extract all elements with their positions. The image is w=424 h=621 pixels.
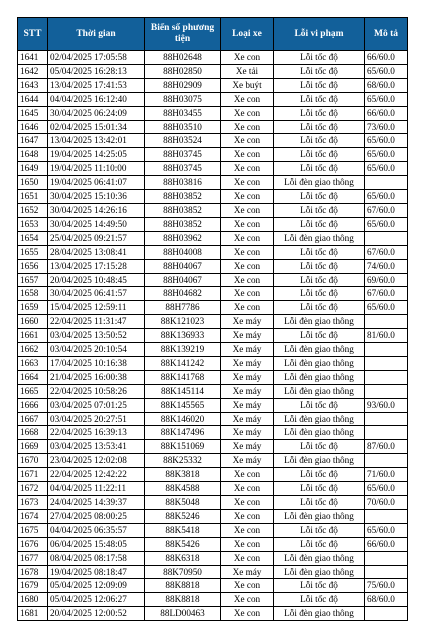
cell-stt: 1676 xyxy=(18,537,48,551)
cell-time: 27/04/2025 08:00:25 xyxy=(48,509,145,523)
cell-description: 75/60.0 xyxy=(365,579,408,593)
cell-plate: 88K145565 xyxy=(145,398,221,412)
cell-description: 66/60.0 xyxy=(365,106,408,120)
cell-vehicle-type: Xe máy xyxy=(221,343,274,357)
table-row xyxy=(18,496,408,510)
cell-violation: Lỗi đèn giao thông xyxy=(274,315,365,329)
cell-stt: 1656 xyxy=(18,259,48,273)
cell-time: 22/04/2025 10:58:26 xyxy=(48,384,145,398)
cell-stt: 1661 xyxy=(18,329,48,343)
cell-plate: 88H02909 xyxy=(145,78,221,92)
cell-plate: 88K139219 xyxy=(145,343,221,357)
cell-plate: 88K70950 xyxy=(145,565,221,579)
cell-stt: 1644 xyxy=(18,92,48,106)
cell-violation: Lỗi tốc độ xyxy=(274,537,365,551)
table-row xyxy=(18,106,408,120)
table-row xyxy=(18,579,408,593)
cell-violation: Lỗi đèn giao thông xyxy=(274,551,365,565)
cell-plate: 88K5426 xyxy=(145,537,221,551)
cell-time: 19/04/2025 08:18:47 xyxy=(48,565,145,579)
cell-stt: 1655 xyxy=(18,245,48,259)
table-row xyxy=(18,356,408,370)
cell-stt: 1651 xyxy=(18,190,48,204)
cell-description: 66/60.0 xyxy=(365,51,408,65)
cell-violation: Lỗi tốc độ xyxy=(274,496,365,510)
cell-violation: Lỗi tốc độ xyxy=(274,120,365,134)
cell-vehicle-type: Xe máy xyxy=(221,384,274,398)
cell-vehicle-type: Xe con xyxy=(221,259,274,273)
violation-table-page xyxy=(17,17,407,621)
cell-time: 30/04/2025 06:41:57 xyxy=(48,287,145,301)
cell-violation: Lỗi tốc độ xyxy=(274,245,365,259)
header-time: Thời gian xyxy=(48,18,145,51)
table-row xyxy=(18,162,408,176)
table-row xyxy=(18,607,408,621)
cell-vehicle-type: Xe con xyxy=(221,134,274,148)
cell-description xyxy=(365,231,408,245)
cell-plate: 88H04682 xyxy=(145,287,221,301)
cell-stt: 1650 xyxy=(18,176,48,190)
cell-description: 70/60.0 xyxy=(365,496,408,510)
cell-time: 30/04/2025 14:26:16 xyxy=(48,203,145,217)
cell-vehicle-type: Xe buýt xyxy=(221,78,274,92)
cell-vehicle-type: Xe con xyxy=(221,120,274,134)
table-row xyxy=(18,78,408,92)
cell-plate: 88K145114 xyxy=(145,384,221,398)
cell-plate: 88H7786 xyxy=(145,301,221,315)
cell-time: 15/04/2025 12:59:11 xyxy=(48,301,145,315)
cell-stt: 1674 xyxy=(18,509,48,523)
cell-time: 04/04/2025 11:22:11 xyxy=(48,482,145,496)
cell-description: 71/60.0 xyxy=(365,468,408,482)
cell-stt: 1643 xyxy=(18,78,48,92)
cell-violation: Lỗi đèn giao thông xyxy=(274,607,365,621)
cell-plate: 88H04067 xyxy=(145,273,221,287)
cell-vehicle-type: Xe con xyxy=(221,245,274,259)
cell-violation: Lỗi tốc độ xyxy=(274,301,365,315)
cell-violation: Lỗi đèn giao thông xyxy=(274,412,365,426)
cell-stt: 1680 xyxy=(18,593,48,607)
cell-plate: 88H03852 xyxy=(145,203,221,217)
cell-stt: 1662 xyxy=(18,343,48,357)
cell-plate: 88H03510 xyxy=(145,120,221,134)
cell-stt: 1645 xyxy=(18,106,48,120)
cell-violation: Lỗi tốc độ xyxy=(274,273,365,287)
cell-vehicle-type: Xe con xyxy=(221,301,274,315)
cell-time: 30/04/2025 15:10:36 xyxy=(48,190,145,204)
cell-stt: 1652 xyxy=(18,203,48,217)
cell-time: 02/04/2025 15:01:34 xyxy=(48,120,145,134)
cell-violation: Lỗi đèn giao thông xyxy=(274,343,365,357)
cell-plate: 88K3818 xyxy=(145,468,221,482)
cell-violation: Lỗi tốc độ xyxy=(274,203,365,217)
cell-time: 25/04/2025 09:21:57 xyxy=(48,231,145,245)
cell-description: 65/60.0 xyxy=(365,92,408,106)
cell-stt: 1669 xyxy=(18,440,48,454)
cell-description: 65/60.0 xyxy=(365,217,408,231)
cell-time: 19/04/2025 06:41:07 xyxy=(48,176,145,190)
cell-description xyxy=(365,509,408,523)
table-row xyxy=(18,51,408,65)
cell-violation: Lỗi đèn giao thông xyxy=(274,370,365,384)
cell-description: 65/60.0 xyxy=(365,134,408,148)
cell-time: 05/04/2025 16:28:13 xyxy=(48,64,145,78)
cell-stt: 1671 xyxy=(18,468,48,482)
violation-table xyxy=(17,17,408,621)
cell-violation: Lỗi tốc độ xyxy=(274,259,365,273)
cell-description xyxy=(365,565,408,579)
cell-stt: 1641 xyxy=(18,51,48,65)
cell-description xyxy=(365,370,408,384)
header-violation: Lỗi vi phạm xyxy=(274,18,365,51)
cell-time: 20/04/2025 10:48:45 xyxy=(48,273,145,287)
cell-vehicle-type: Xe con xyxy=(221,217,274,231)
cell-description: 81/60.0 xyxy=(365,329,408,343)
cell-vehicle-type: Xe con xyxy=(221,496,274,510)
table-row xyxy=(18,315,408,329)
cell-vehicle-type: Xe con xyxy=(221,106,274,120)
cell-stt: 1668 xyxy=(18,426,48,440)
cell-plate: 88K147496 xyxy=(145,426,221,440)
cell-vehicle-type: Xe con xyxy=(221,607,274,621)
cell-description xyxy=(365,607,408,621)
cell-vehicle-type: Xe máy xyxy=(221,565,274,579)
cell-violation: Lỗi tốc độ xyxy=(274,51,365,65)
cell-time: 03/04/2025 20:27:51 xyxy=(48,412,145,426)
cell-vehicle-type: Xe máy xyxy=(221,412,274,426)
table-row xyxy=(18,231,408,245)
cell-stt: 1666 xyxy=(18,398,48,412)
cell-plate: 88H03075 xyxy=(145,92,221,106)
table-row xyxy=(18,273,408,287)
cell-stt: 1648 xyxy=(18,148,48,162)
cell-vehicle-type: Xe con xyxy=(221,203,274,217)
cell-time: 06/04/2025 15:48:05 xyxy=(48,537,145,551)
cell-description: 73/60.0 xyxy=(365,120,408,134)
table-row xyxy=(18,509,408,523)
cell-violation: Lỗi đèn giao thông xyxy=(274,565,365,579)
cell-plate: 88H02850 xyxy=(145,64,221,78)
cell-time: 02/04/2025 17:05:58 xyxy=(48,51,145,65)
cell-time: 22/04/2025 16:39:13 xyxy=(48,426,145,440)
cell-vehicle-type: Xe con xyxy=(221,523,274,537)
cell-vehicle-type: Xe con xyxy=(221,231,274,245)
table-body xyxy=(18,51,408,621)
table-row xyxy=(18,64,408,78)
cell-stt: 1667 xyxy=(18,412,48,426)
cell-plate: 88K141768 xyxy=(145,370,221,384)
header-stt: STT xyxy=(18,18,48,51)
cell-time: 30/04/2025 14:49:50 xyxy=(48,217,145,231)
table-row xyxy=(18,245,408,259)
cell-description: 65/60.0 xyxy=(365,523,408,537)
cell-description: 67/60.0 xyxy=(365,203,408,217)
cell-description: 68/60.0 xyxy=(365,593,408,607)
cell-violation: Lỗi tốc độ xyxy=(274,593,365,607)
cell-stt: 1658 xyxy=(18,287,48,301)
cell-violation: Lỗi đèn giao thông xyxy=(274,426,365,440)
cell-time: 13/04/2025 13:42:01 xyxy=(48,134,145,148)
cell-time: 03/04/2025 13:50:52 xyxy=(48,329,145,343)
cell-description: 66/60.0 xyxy=(365,537,408,551)
cell-stt: 1653 xyxy=(18,217,48,231)
cell-time: 22/04/2025 11:31:47 xyxy=(48,315,145,329)
cell-violation: Lỗi tốc độ xyxy=(274,64,365,78)
cell-vehicle-type: Xe máy xyxy=(221,370,274,384)
cell-violation: Lỗi tốc độ xyxy=(274,92,365,106)
cell-vehicle-type: Xe máy xyxy=(221,315,274,329)
table-row xyxy=(18,398,408,412)
cell-description: 65/60.0 xyxy=(365,64,408,78)
header-row xyxy=(18,18,408,51)
cell-stt: 1663 xyxy=(18,356,48,370)
cell-violation: Lỗi đèn giao thông xyxy=(274,231,365,245)
cell-vehicle-type: Xe tải xyxy=(221,64,274,78)
cell-plate: 88H02648 xyxy=(145,51,221,65)
header-vehicle-type: Loại xe xyxy=(221,18,274,51)
cell-plate: 88H03962 xyxy=(145,231,221,245)
table-row xyxy=(18,454,408,468)
cell-violation: Lỗi tốc độ xyxy=(274,440,365,454)
cell-time: 05/04/2025 12:09:09 xyxy=(48,579,145,593)
cell-violation: Lỗi tốc độ xyxy=(274,287,365,301)
table-row xyxy=(18,426,408,440)
table-row xyxy=(18,259,408,273)
table-row xyxy=(18,551,408,565)
table-row xyxy=(18,523,408,537)
cell-violation: Lỗi tốc độ xyxy=(274,134,365,148)
cell-vehicle-type: Xe con xyxy=(221,579,274,593)
cell-vehicle-type: Xe máy xyxy=(221,356,274,370)
cell-vehicle-type: Xe con xyxy=(221,190,274,204)
cell-vehicle-type: Xe máy xyxy=(221,426,274,440)
cell-stt: 1657 xyxy=(18,273,48,287)
cell-violation: Lỗi đèn giao thông xyxy=(274,509,365,523)
table-row xyxy=(18,482,408,496)
cell-description xyxy=(365,384,408,398)
table-row xyxy=(18,203,408,217)
cell-plate: 88K5418 xyxy=(145,523,221,537)
table-row xyxy=(18,301,408,315)
header-plate: Biển số phương tiện xyxy=(145,18,221,51)
cell-violation: Lỗi tốc độ xyxy=(274,162,365,176)
cell-time: 13/04/2025 17:41:53 xyxy=(48,78,145,92)
cell-violation: Lỗi đèn giao thông xyxy=(274,176,365,190)
cell-plate: 88K151069 xyxy=(145,440,221,454)
cell-stt: 1665 xyxy=(18,384,48,398)
cell-description: 93/60.0 xyxy=(365,398,408,412)
table-row xyxy=(18,190,408,204)
cell-violation: Lỗi tốc độ xyxy=(274,398,365,412)
cell-description xyxy=(365,551,408,565)
cell-time: 03/04/2025 07:01:25 xyxy=(48,398,145,412)
cell-time: 04/04/2025 06:35:57 xyxy=(48,523,145,537)
cell-description: 74/60.0 xyxy=(365,259,408,273)
cell-description xyxy=(365,356,408,370)
cell-time: 20/04/2025 12:00:52 xyxy=(48,607,145,621)
cell-description: 65/60.0 xyxy=(365,190,408,204)
table-row xyxy=(18,120,408,134)
cell-plate: 88K121023 xyxy=(145,315,221,329)
cell-description: 65/60.0 xyxy=(365,482,408,496)
cell-violation: Lỗi tốc độ xyxy=(274,468,365,482)
cell-time: 28/04/2025 13:08:41 xyxy=(48,245,145,259)
cell-vehicle-type: Xe con xyxy=(221,162,274,176)
cell-stt: 1660 xyxy=(18,315,48,329)
cell-time: 22/04/2025 12:42:22 xyxy=(48,468,145,482)
cell-time: 04/04/2025 16:12:40 xyxy=(48,92,145,106)
cell-plate: 88H03524 xyxy=(145,134,221,148)
cell-vehicle-type: Xe máy xyxy=(221,398,274,412)
cell-vehicle-type: Xe con xyxy=(221,176,274,190)
cell-description: 67/60.0 xyxy=(365,287,408,301)
table-row xyxy=(18,148,408,162)
cell-vehicle-type: Xe máy xyxy=(221,329,274,343)
cell-time: 19/04/2025 11:10:00 xyxy=(48,162,145,176)
cell-plate: 88K25332 xyxy=(145,454,221,468)
cell-violation: Lỗi tốc độ xyxy=(274,217,365,231)
cell-description xyxy=(365,412,408,426)
cell-plate: 88H03852 xyxy=(145,217,221,231)
cell-violation: Lỗi đèn giao thông xyxy=(274,454,365,468)
cell-vehicle-type: Xe con xyxy=(221,593,274,607)
cell-plate: 88K8818 xyxy=(145,579,221,593)
cell-description xyxy=(365,426,408,440)
cell-time: 03/04/2025 20:10:54 xyxy=(48,343,145,357)
cell-vehicle-type: Xe con xyxy=(221,482,274,496)
cell-violation: Lỗi tốc độ xyxy=(274,579,365,593)
cell-time: 08/04/2025 08:17:58 xyxy=(48,551,145,565)
cell-vehicle-type: Xe con xyxy=(221,92,274,106)
table-row xyxy=(18,537,408,551)
cell-description: 68/60.0 xyxy=(365,78,408,92)
cell-vehicle-type: Xe con xyxy=(221,287,274,301)
cell-vehicle-type: Xe con xyxy=(221,51,274,65)
cell-plate: 88H04067 xyxy=(145,259,221,273)
cell-violation: Lỗi tốc độ xyxy=(274,523,365,537)
cell-plate: 88K6318 xyxy=(145,551,221,565)
cell-stt: 1642 xyxy=(18,64,48,78)
cell-vehicle-type: Xe con xyxy=(221,148,274,162)
cell-violation: Lỗi tốc độ xyxy=(274,148,365,162)
cell-time: 23/04/2025 12:02:08 xyxy=(48,454,145,468)
cell-plate: 88LD00463 xyxy=(145,607,221,621)
cell-description: 65/60.0 xyxy=(365,162,408,176)
cell-time: 30/04/2025 06:24:09 xyxy=(48,106,145,120)
cell-stt: 1647 xyxy=(18,134,48,148)
cell-plate: 88K8818 xyxy=(145,593,221,607)
cell-plate: 88K5048 xyxy=(145,496,221,510)
cell-plate: 88K146020 xyxy=(145,412,221,426)
cell-plate: 88H04008 xyxy=(145,245,221,259)
cell-plate: 88H03816 xyxy=(145,176,221,190)
cell-plate: 88H03745 xyxy=(145,162,221,176)
table-row xyxy=(18,329,408,343)
cell-stt: 1681 xyxy=(18,607,48,621)
cell-vehicle-type: Xe con xyxy=(221,509,274,523)
cell-violation: Lỗi đèn giao thông xyxy=(274,384,365,398)
table-row xyxy=(18,565,408,579)
cell-stt: 1659 xyxy=(18,301,48,315)
cell-description: 65/60.0 xyxy=(365,301,408,315)
cell-stt: 1670 xyxy=(18,454,48,468)
cell-description: 67/60.0 xyxy=(365,245,408,259)
cell-description xyxy=(365,343,408,357)
cell-description: 65/60.0 xyxy=(365,148,408,162)
cell-stt: 1664 xyxy=(18,370,48,384)
cell-stt: 1672 xyxy=(18,482,48,496)
table-row xyxy=(18,384,408,398)
cell-vehicle-type: Xe con xyxy=(221,273,274,287)
cell-plate: 88K136933 xyxy=(145,329,221,343)
cell-vehicle-type: Xe con xyxy=(221,551,274,565)
cell-time: 05/04/2025 12:06:27 xyxy=(48,593,145,607)
cell-violation: Lỗi tốc độ xyxy=(274,329,365,343)
cell-time: 03/04/2025 13:53:41 xyxy=(48,440,145,454)
table-row xyxy=(18,134,408,148)
cell-stt: 1673 xyxy=(18,496,48,510)
cell-stt: 1679 xyxy=(18,579,48,593)
cell-stt: 1649 xyxy=(18,162,48,176)
cell-stt: 1677 xyxy=(18,551,48,565)
cell-vehicle-type: Xe máy xyxy=(221,440,274,454)
cell-violation: Lỗi đèn giao thông xyxy=(274,356,365,370)
cell-time: 21/04/2025 16:00:38 xyxy=(48,370,145,384)
cell-vehicle-type: Xe máy xyxy=(221,454,274,468)
cell-stt: 1678 xyxy=(18,565,48,579)
cell-violation: Lỗi tốc độ xyxy=(274,190,365,204)
header-description: Mô tả xyxy=(365,18,408,51)
cell-violation: Lỗi tốc độ xyxy=(274,482,365,496)
table-row xyxy=(18,217,408,231)
table-row xyxy=(18,287,408,301)
cell-description xyxy=(365,176,408,190)
table-row xyxy=(18,412,408,426)
cell-plate: 88K141242 xyxy=(145,356,221,370)
cell-stt: 1654 xyxy=(18,231,48,245)
table-row xyxy=(18,92,408,106)
cell-time: 17/04/2025 10:16:38 xyxy=(48,356,145,370)
cell-plate: 88K4588 xyxy=(145,482,221,496)
cell-plate: 88K5246 xyxy=(145,509,221,523)
cell-vehicle-type: Xe con xyxy=(221,537,274,551)
table-row xyxy=(18,343,408,357)
cell-time: 24/04/2025 14:39:37 xyxy=(48,496,145,510)
cell-violation: Lỗi tốc độ xyxy=(274,106,365,120)
cell-description xyxy=(365,315,408,329)
cell-vehicle-type: Xe con xyxy=(221,468,274,482)
cell-violation: Lỗi tốc độ xyxy=(274,78,365,92)
cell-plate: 88H03745 xyxy=(145,148,221,162)
table-header xyxy=(18,18,408,51)
cell-time: 13/04/2025 17:15:28 xyxy=(48,259,145,273)
table-row xyxy=(18,440,408,454)
table-row xyxy=(18,176,408,190)
table-row xyxy=(18,370,408,384)
cell-description: 69/60.0 xyxy=(365,273,408,287)
cell-plate: 88H03455 xyxy=(145,106,221,120)
cell-stt: 1646 xyxy=(18,120,48,134)
cell-plate: 88H03852 xyxy=(145,190,221,204)
cell-description xyxy=(365,454,408,468)
cell-description: 87/60.0 xyxy=(365,440,408,454)
table-row xyxy=(18,468,408,482)
cell-time: 19/04/2025 14:25:05 xyxy=(48,148,145,162)
cell-stt: 1675 xyxy=(18,523,48,537)
